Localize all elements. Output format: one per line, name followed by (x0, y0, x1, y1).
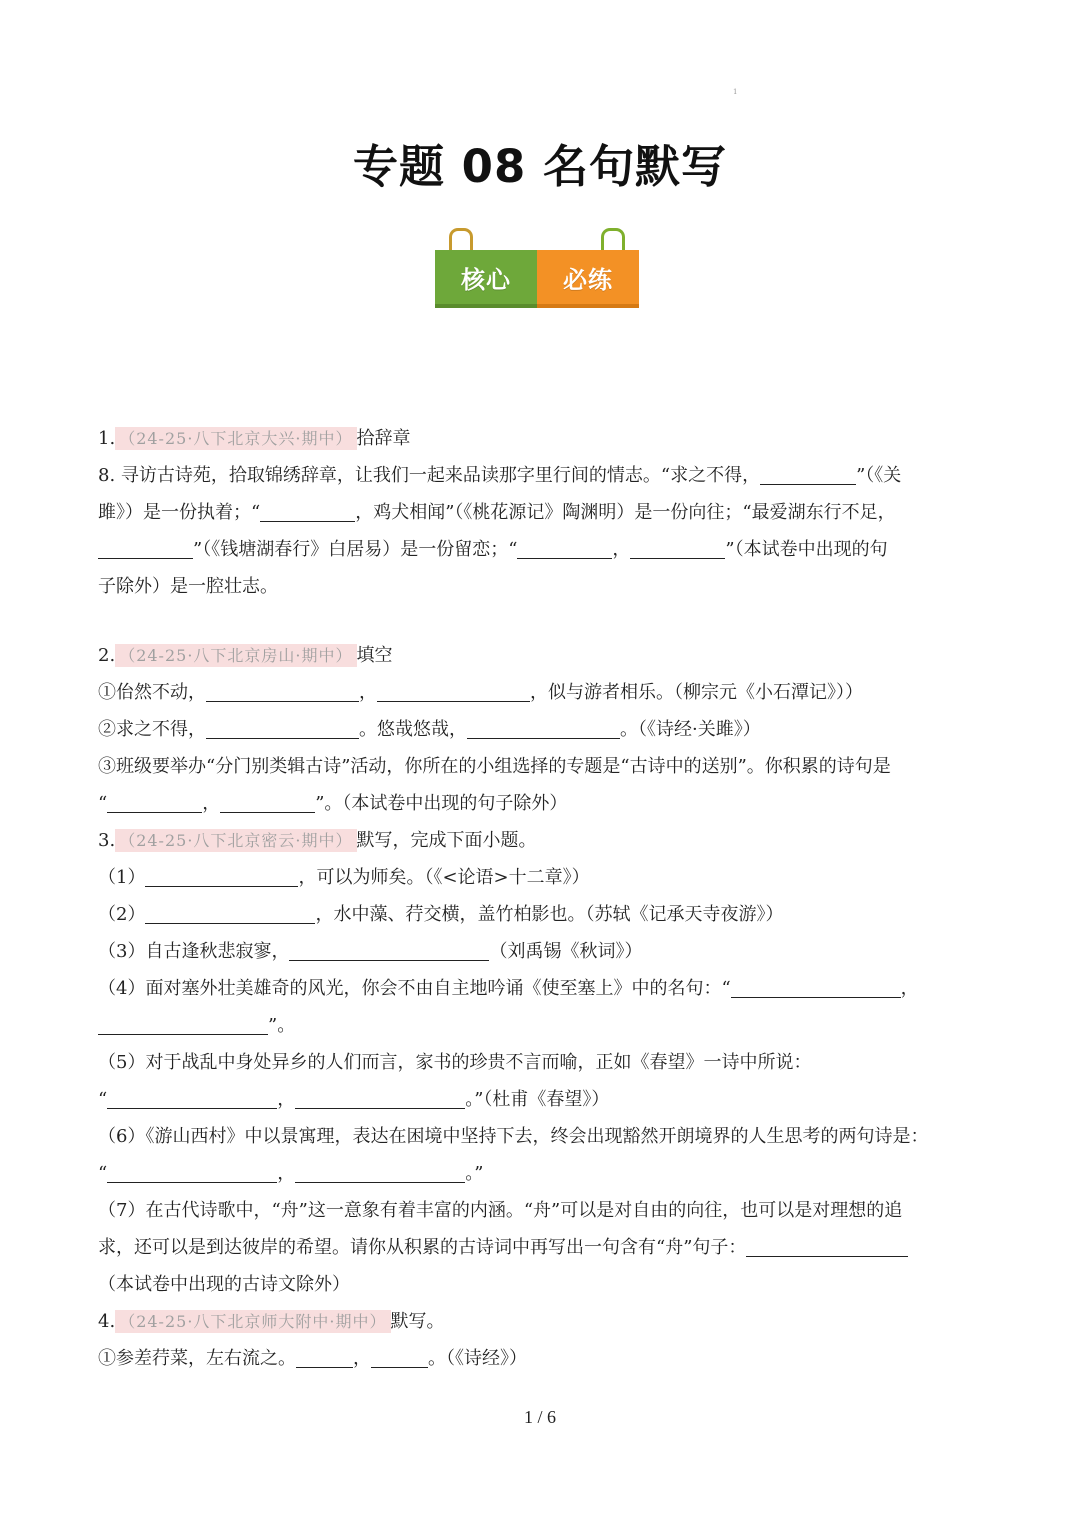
question-3-sub-3 (98, 933, 990, 970)
text: 。（《诗经·关雎》） (620, 719, 761, 740)
question-3-sub-5 (98, 1044, 990, 1081)
text: （3）自古逢秋悲寂寥， (98, 941, 290, 962)
question-number: 4. (98, 1311, 116, 1332)
question-topic: 填空 (356, 645, 393, 666)
answer-blank[interactable] (220, 790, 315, 813)
text: ，可以为师矣。（《<论语>十二章》） (298, 867, 590, 888)
text: ，水中藻、荇交横，盖竹柏影也。（苏轼《记承天寺夜游》） (315, 904, 784, 925)
answer-blank[interactable] (107, 1086, 277, 1109)
question-2-header (98, 637, 990, 674)
page-number: 1 / 6 (523, 1407, 556, 1427)
question-4-item-1 (98, 1340, 990, 1377)
text: ”。（本试卷中出现的句子除外） (315, 793, 568, 814)
answer-blank[interactable] (289, 938, 489, 961)
text: 。（《诗经》） (428, 1348, 527, 1369)
text: 。”（杜甫《春望》） (465, 1089, 610, 1110)
answer-blank[interactable] (746, 1234, 908, 1257)
question-2-item-3 (98, 748, 990, 785)
text: （5）对于战乱中身处异乡的人们而言，家书的珍贵不言而喻，正如《春望》一诗中所说： (98, 1052, 812, 1073)
text: ②求之不得， (98, 719, 206, 740)
text: （1） (98, 867, 146, 888)
answer-blank[interactable] (760, 462, 856, 485)
source-tag: （24-25·八下北京大兴·期中） (115, 427, 356, 450)
text: ，鸡犬相闻”（《桃花源记》陶渊明）是一份向往；“最爱湖东行不足， (355, 502, 896, 523)
text: ”（本试卷中出现的句 (725, 539, 888, 560)
question-number: 2. (98, 645, 116, 666)
text: ， (900, 978, 919, 999)
text: 。悠哉悠哉， (359, 719, 467, 740)
text: 求，还可以是到达彼岸的希望。请你从积累的古诗词中再写出一句含有“舟”句子： (98, 1237, 747, 1258)
text: ①参差荇菜，左右流之。 (98, 1348, 296, 1369)
question-2-item-2 (98, 711, 990, 748)
question-2-item-3-answer (98, 785, 990, 822)
text: （2） (98, 904, 146, 925)
question-4-header (98, 1303, 990, 1340)
source-tag: （24-25·八下北京师大附中·期中） (115, 1310, 390, 1333)
answer-blank[interactable] (145, 901, 315, 924)
answer-blank[interactable] (630, 536, 725, 559)
question-1-header (98, 420, 990, 457)
text: ③班级要举办“分门别类辑古诗”活动，你所在的小组选择的专题是“古诗中的送别”。你积累的诗句是 (98, 756, 891, 777)
text: ， (202, 793, 221, 814)
question-3-sub-7 (98, 1192, 990, 1229)
answer-blank[interactable] (98, 1012, 268, 1035)
text: ， (353, 1348, 371, 1369)
question-3-header (98, 822, 990, 859)
question-list (98, 420, 990, 1377)
question-1-line-2 (98, 494, 990, 531)
badge-right-label: 必练 (537, 250, 639, 304)
page-mark: 1 (733, 88, 738, 96)
badge-left-label: 核心 (435, 250, 537, 304)
text: （4）面对塞外壮美雄奇的风光，你会不由自主地吟诵《使至塞上》中的名句：“ (98, 978, 731, 999)
answer-blank[interactable] (107, 1160, 277, 1183)
answer-blank[interactable] (107, 790, 202, 813)
text: （7）在古代诗歌中，“舟”这一意象有着丰富的内涵。“舟”可以是对自由的向往，也可以是对理想的追 (98, 1200, 903, 1221)
text: “ (98, 793, 108, 814)
question-3-sub-6 (98, 1118, 990, 1155)
question-3-sub-4 (98, 970, 990, 1007)
text: ， (359, 682, 377, 703)
source-tag: （24-25·八下北京房山·期中） (115, 644, 356, 667)
text: （6）《游山西村》中以景寓理，表达在困境中坚持下去，终会出现豁然开朗境界的人生思考的两句诗是： (98, 1126, 929, 1147)
text: ， (612, 539, 631, 560)
core-practice-badge (433, 228, 645, 310)
question-1-line-3 (98, 531, 990, 568)
answer-blank[interactable] (371, 1345, 428, 1368)
answer-blank[interactable] (295, 1086, 465, 1109)
page-title: 专题 08 名句默写 (353, 140, 727, 193)
answer-blank[interactable] (98, 536, 193, 559)
question-topic: 默写，完成下面小题。 (356, 830, 537, 851)
answer-blank[interactable] (295, 1160, 465, 1183)
text: ①佁然不动， (98, 682, 206, 703)
answer-blank[interactable] (517, 536, 612, 559)
question-3-sub-6-answer (98, 1155, 990, 1192)
answer-blank[interactable] (377, 679, 530, 702)
text: 雎》）是一份执着；“ (98, 502, 261, 523)
text: 8. 寻访古诗苑，拾取锦绣辞章，让我们一起来品读那字里行间的情志。“求之不得， (98, 465, 761, 486)
text: ”。 (268, 1015, 296, 1036)
text: 。” (465, 1163, 484, 1184)
question-3-sub-1 (98, 859, 990, 896)
question-3-sub-4-cont (98, 1007, 990, 1044)
text: “ (98, 1163, 108, 1184)
question-3-sub-7-note (98, 1266, 990, 1303)
text: ，似与游者相乐。（柳宗元《小石潭记》）） (530, 682, 863, 703)
text: ”（《关 (856, 465, 902, 486)
answer-blank[interactable] (206, 679, 359, 702)
question-topic: 拾辞章 (356, 428, 411, 449)
text: ， (277, 1089, 296, 1110)
text: ”（《钱塘湖春行》白居易）是一份留恋；“ (193, 539, 518, 560)
source-tag: （24-25·八下北京密云·期中） (115, 829, 356, 852)
answer-blank[interactable] (145, 864, 298, 887)
answer-blank[interactable] (260, 499, 355, 522)
answer-blank[interactable] (206, 716, 359, 739)
text: （刘禹锡《秋词》） (489, 941, 643, 962)
question-number: 3. (98, 830, 116, 851)
text: ， (277, 1163, 296, 1184)
question-3-sub-5-answer (98, 1081, 990, 1118)
question-number: 1. (98, 428, 116, 449)
text: （本试卷中出现的古诗文除外） (98, 1274, 350, 1295)
answer-blank[interactable] (467, 716, 620, 739)
question-3-sub-7-cont (98, 1229, 990, 1266)
question-1-line-1 (98, 457, 990, 494)
question-1-line-4 (98, 568, 990, 605)
question-2-item-1 (98, 674, 990, 711)
question-3-sub-2 (98, 896, 990, 933)
question-topic: 默写。 (390, 1311, 445, 1332)
text: 子除外）是一腔壮志。 (98, 576, 278, 597)
answer-blank[interactable] (731, 975, 901, 998)
text: “ (98, 1089, 108, 1110)
answer-blank[interactable] (296, 1345, 353, 1368)
